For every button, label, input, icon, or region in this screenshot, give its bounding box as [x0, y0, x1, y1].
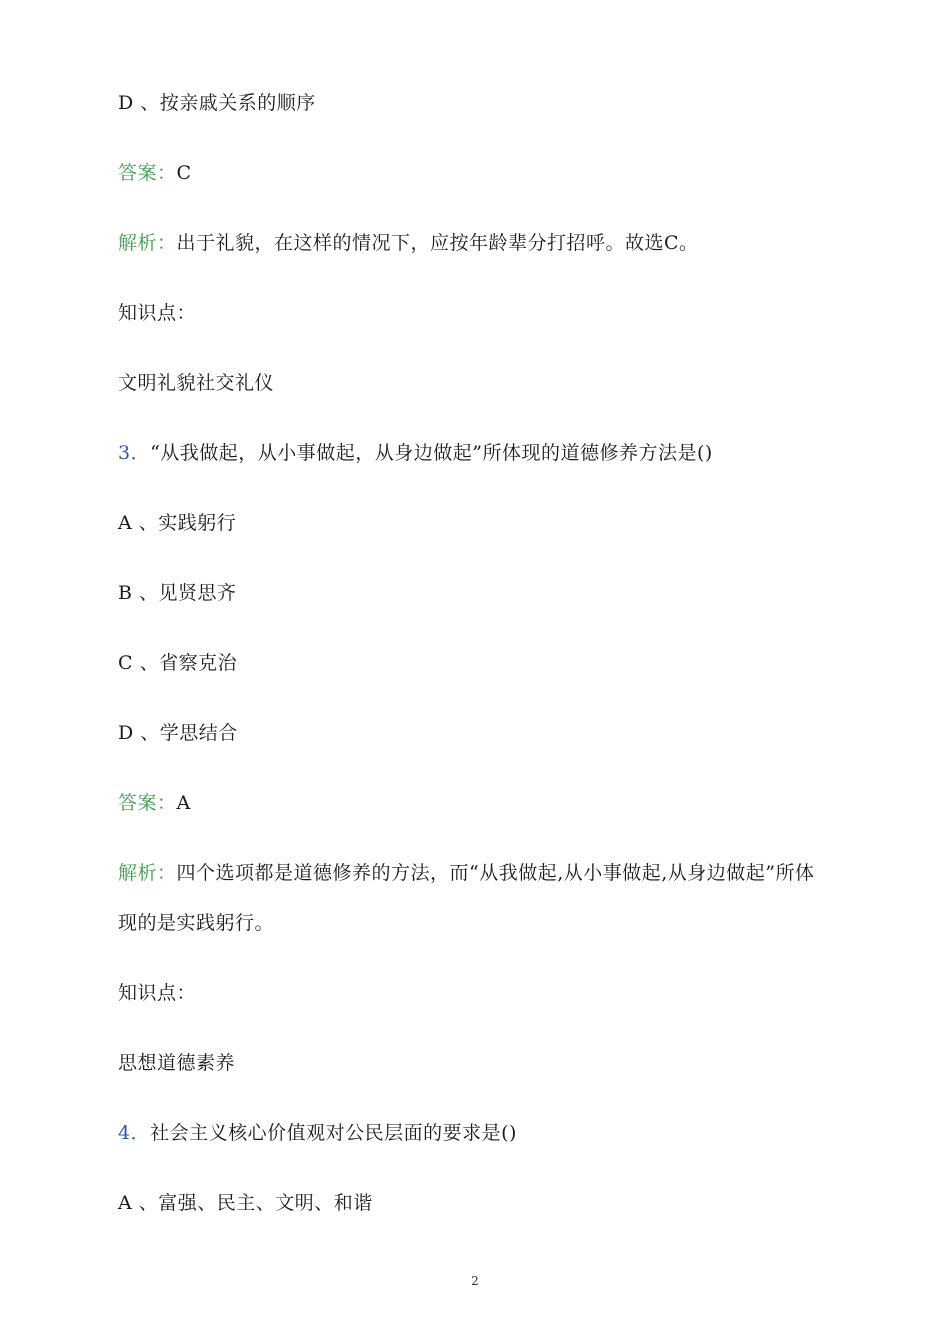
option-d-prev: D 、按亲戚关系的顺序 — [118, 92, 316, 114]
q3-option-a: A 、实践躬行 — [118, 512, 237, 534]
analysis-text: 四个选项都是道德修养的方法，而“从我做起,从小事做起,从身边做起”所体 — [176, 862, 815, 884]
q3-answer — [118, 791, 191, 815]
q3-analysis-line2: 现的是实践躬行。 — [118, 912, 275, 934]
q3-option-d: D 、学思结合 — [118, 722, 238, 744]
page-number: 2 — [471, 1274, 479, 1288]
q2-analysis — [118, 231, 699, 255]
q3-option-c: C 、省察克治 — [118, 652, 238, 674]
question-3 — [118, 441, 713, 465]
answer-value: C — [176, 162, 192, 184]
answer-label: 答案： — [118, 162, 177, 184]
q2-knowledge-value: 文明礼貌社交礼仪 — [118, 372, 275, 394]
q3-knowledge-value: 思想道德素养 — [118, 1052, 236, 1074]
analysis-text: 出于礼貌，在这样的情况下，应按年龄辈分打招呼。故选C。 — [176, 232, 699, 254]
question-number: 3． — [118, 442, 151, 464]
answer-label: 答案： — [118, 792, 177, 814]
question-number: 4． — [118, 1122, 151, 1144]
q4-option-a: A 、富强、民主、文明、和谐 — [118, 1192, 373, 1214]
answer-value: A — [176, 792, 191, 814]
q3-analysis-line1 — [118, 861, 815, 885]
q3-knowledge-label: 知识点： — [118, 982, 197, 1004]
analysis-label: 解析： — [118, 232, 177, 254]
question-4 — [118, 1121, 517, 1145]
question-text: “从我做起，从小事做起，从身边做起”所体现的道德修养方法是() — [150, 442, 713, 464]
q2-knowledge-label: 知识点： — [118, 302, 197, 324]
q3-option-b: B 、见贤思齐 — [118, 582, 237, 604]
question-text: 社会主义核心价值观对公民层面的要求是() — [150, 1122, 517, 1144]
analysis-label: 解析： — [118, 862, 177, 884]
q2-answer — [118, 161, 192, 185]
